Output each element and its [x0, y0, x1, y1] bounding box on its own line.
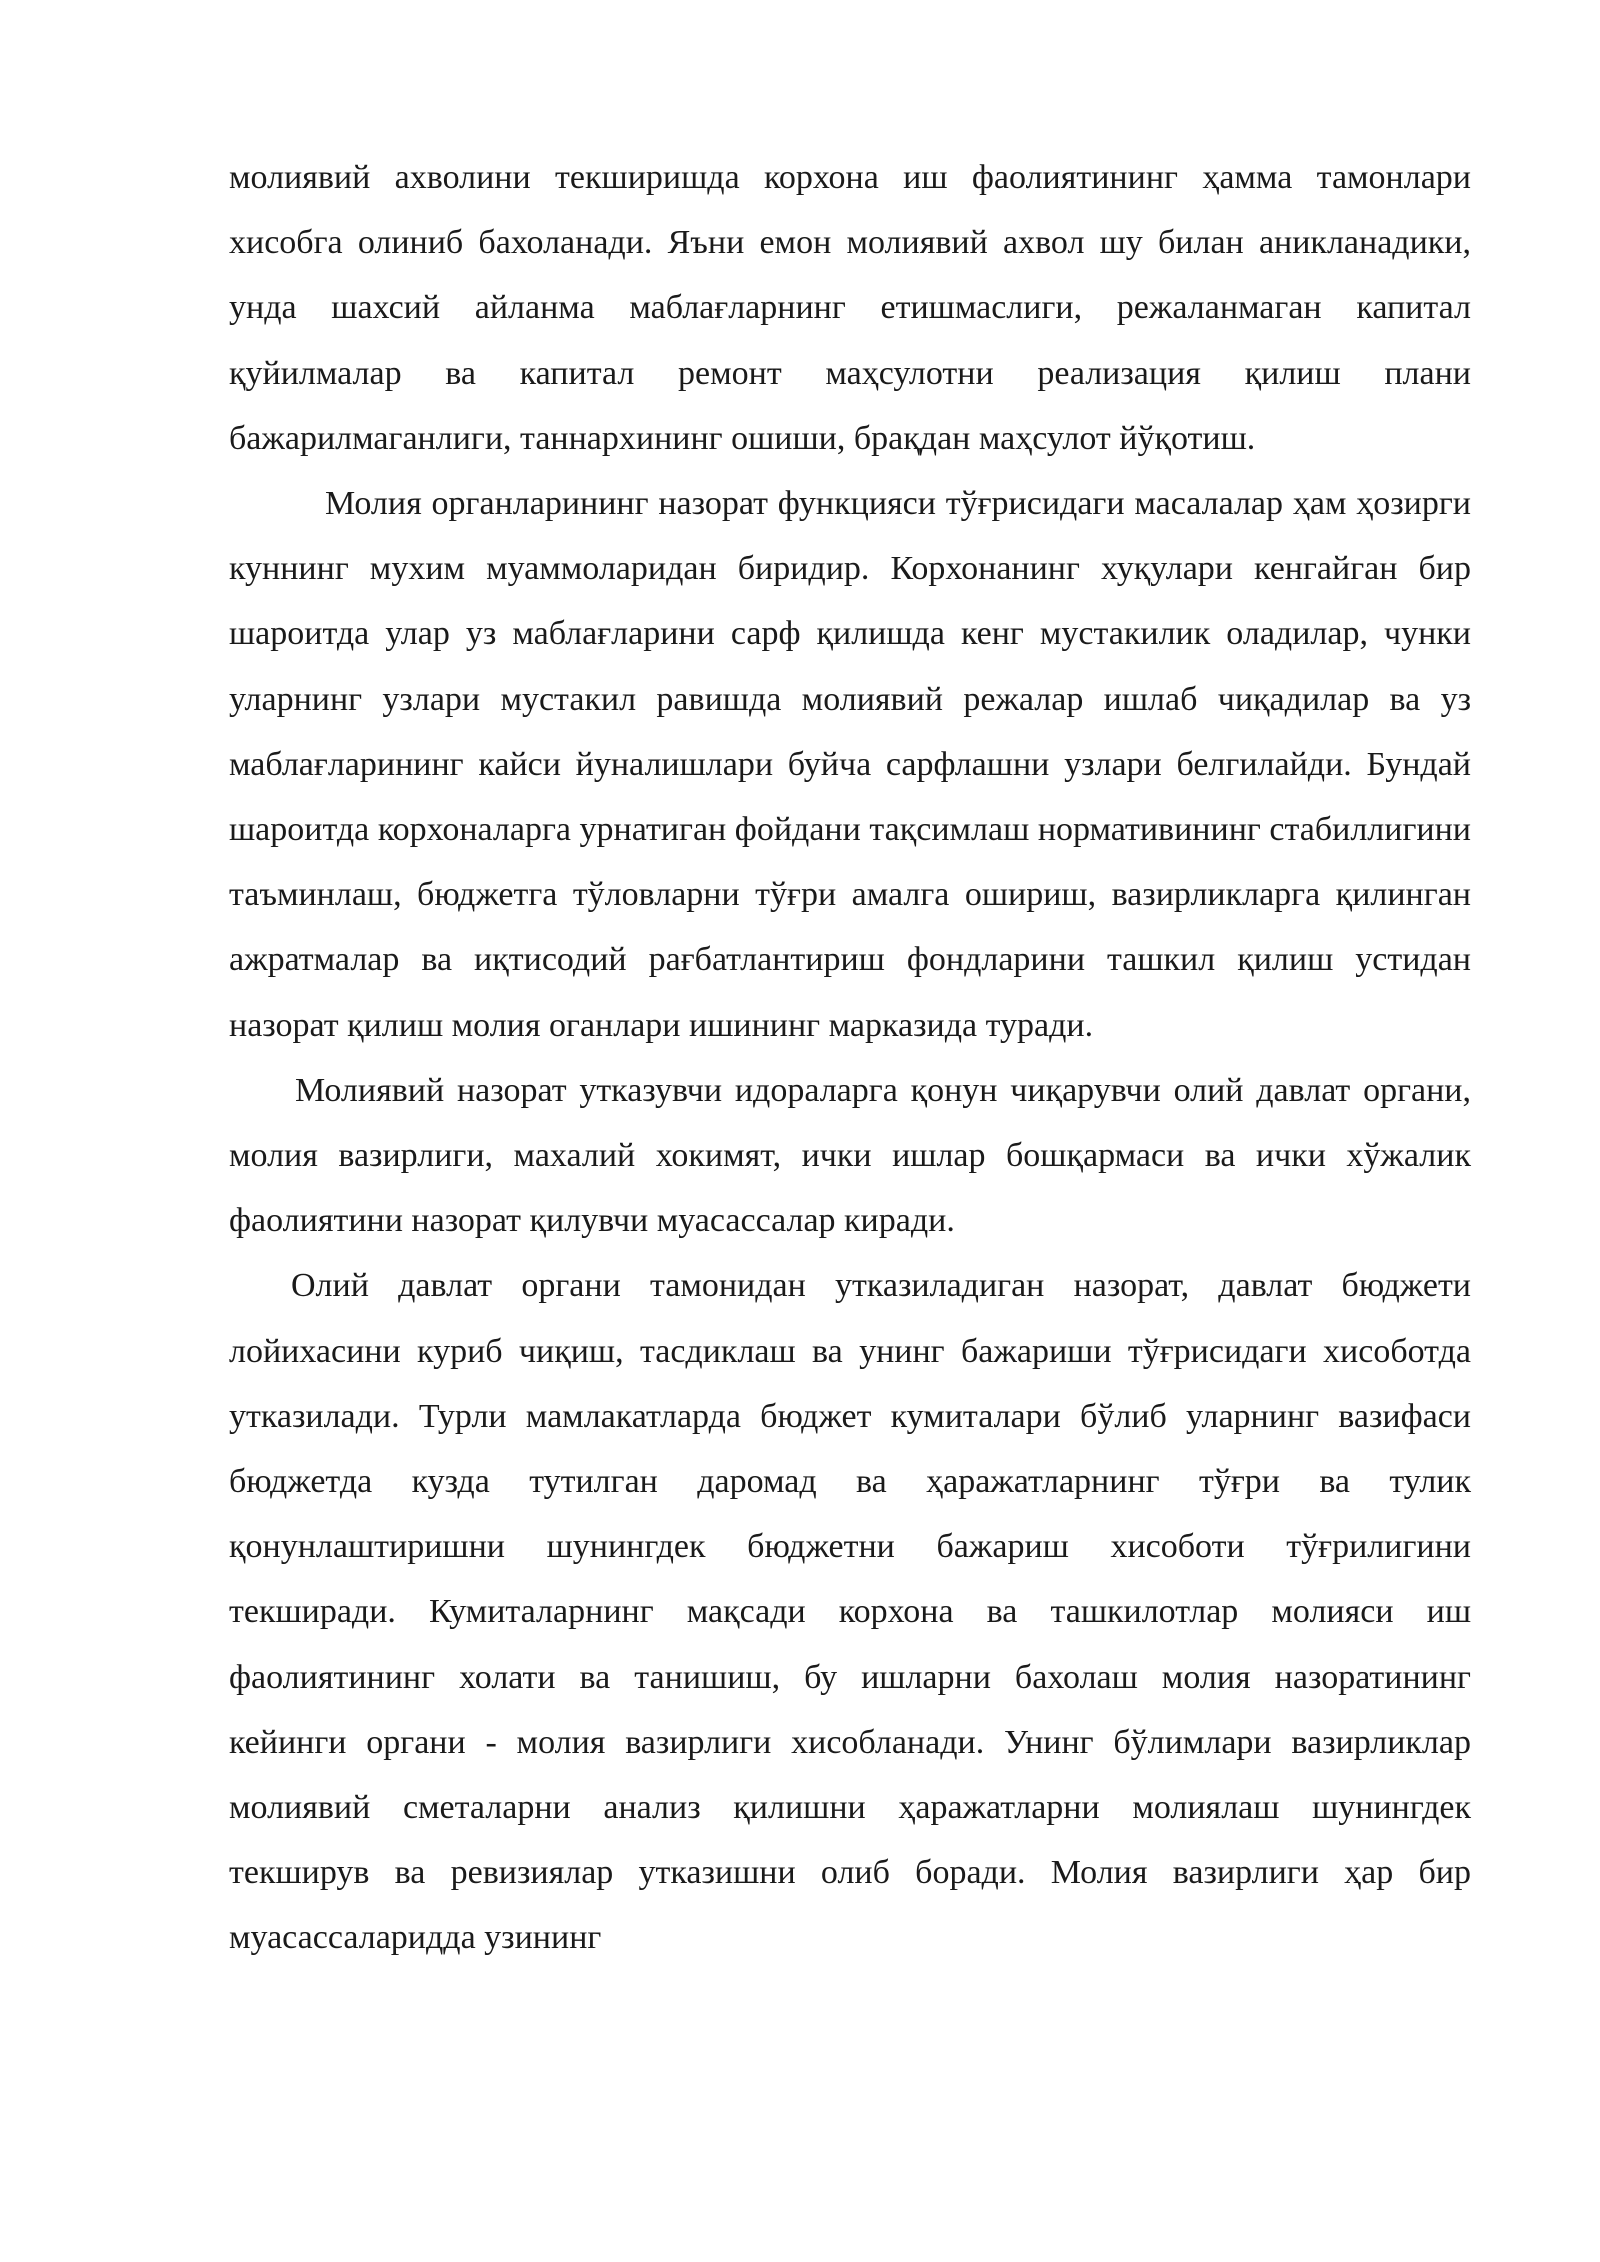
paragraph-2: Молия органларининг назорат функцияси тўғрисидаги масалалар ҳам ҳозирги куннинг мухим муаммоларидан биридир. Корхонанинг хуқулари кенгайган бир шароитда улар уз маблағларини сарф қилишда кенг мустакилик оладилар, чунки уларнинг узлари мустакил равишда молиявий режалар ишлаб чиқадилар ва уз маблағларининг кайси йуналишлари буйча сарфлашни узлари белгилайди. Бундай шароитда корхоналарга урнатиган фойдани тақсимлаш нормативининг стабиллигини таъминлаш, бюджетга тўловларни тўғри амалга ошириш, вазирликларга қилинган ажратмалар ва иқтисодий рағбатлантириш фондларини ташкил қилиш устидан назорат қилиш молия оганлари ишининг марказида туради.	[229, 485, 1471, 1044]
paragraph-1: молиявий ахволини текширишда корхона иш фаолиятининг ҳамма тамонлари хисобга олиниб бахоланади. Яъни емон молиявий ахвол шу билан аникланадики, унда шахсий айланма маблағларнинг етишмаслиги, режаланмаган капитал қуйилмалар ва капитал ремонт маҳсулотни реализация қилиш плани бажарилмаганлиги, таннархининг ошиши, брақдан маҳсулот йўқотиш.	[229, 159, 1471, 457]
document-body	[229, 145, 1471, 1971]
paragraph-3: Молиявий назорат утказувчи идораларга қонун чиқарувчи олий давлат органи, молия вазирлиги, махалий хокимят, ички ишлар бошқармаси ва ички хўжалик фаолиятини назорат қилувчи муасассалар киради.	[229, 1071, 1471, 1240]
paragraph-4: Олий давлат органи тамонидан утказиладиган назорат, давлат бюджети лойихасини куриб чиқиш, тасдиклаш ва унинг бажариши тўғрисидаги хисоботда утказилади. Турли мамлакатларда бюджет кумиталари бўлиб уларнинг вазифаси бюджетда кузда тутилган даромад ва ҳаражатларнинг тўғри ва тулик қонунлаштиришни шунингдек бюджетни бажариш хисоботи тўғрилигини текширади. Кумиталарнинг мақсади корхона ва ташкилотлар молияси иш фаолиятининг холати ва танишиш, бу ишларни бахолаш молия назоратининг кейинги органи - молия вазирлиги хисобланади. Унинг бўлимлари вазирликлар молиявий сметаларни анализ қилишни ҳаражатларни молиялаш шунингдек текширув ва ревизиялар утказишни олиб боради. Молия вазирлиги ҳар бир муасассаларидда узининг	[229, 1267, 1471, 1957]
